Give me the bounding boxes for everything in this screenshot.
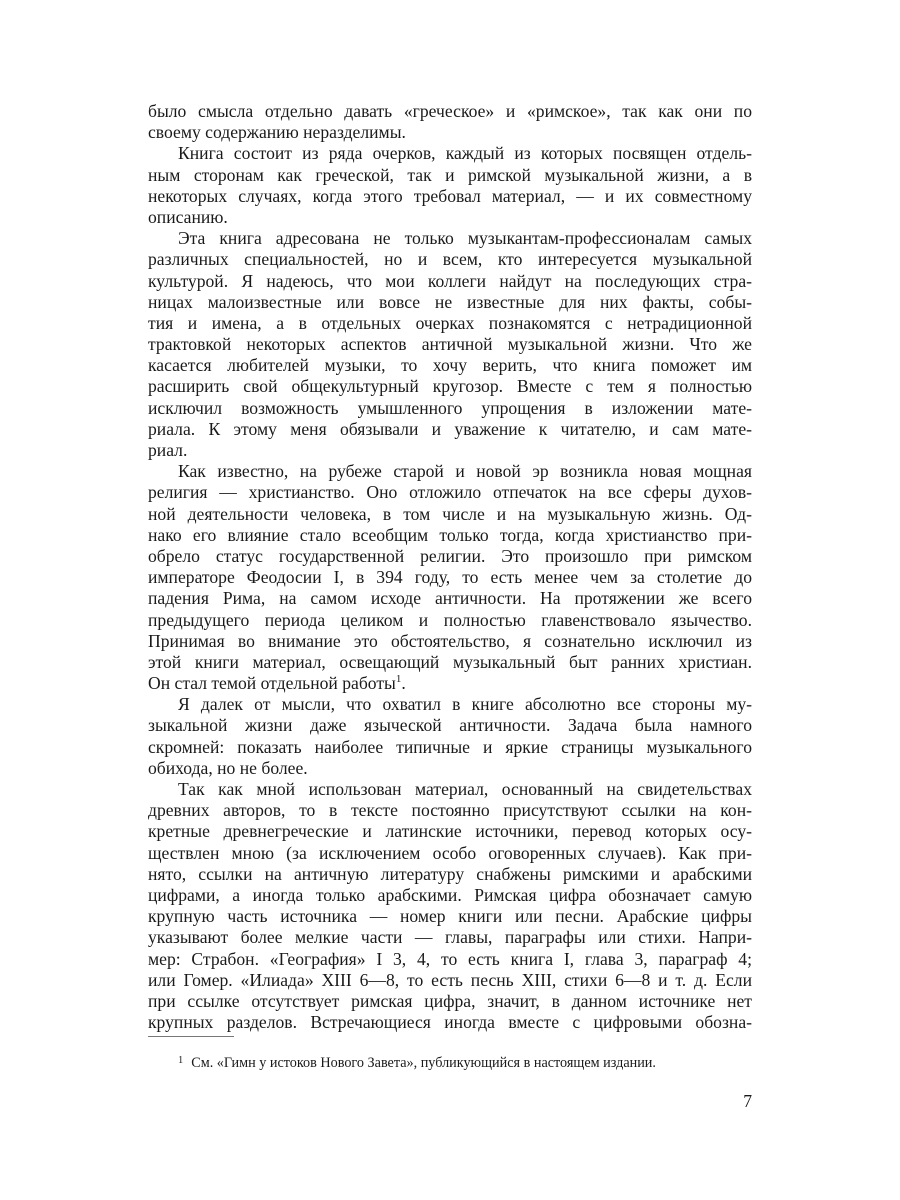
text-line-content: или Гомер. «Илиада» XIII 6—8, то есть песнь XIII, стихи 6—8 и т. д. Если (148, 969, 752, 990)
text-line-content: некоторых случаях, когда этого требовал материал, — и их совместному (148, 185, 752, 206)
text-line (148, 271, 752, 292)
text-line (148, 843, 752, 864)
text-line (148, 419, 752, 440)
text-line-content: указывают более мелкие части — главы, параграфы или стихи. Напри- (148, 927, 752, 948)
text-line (148, 949, 752, 970)
text-line (148, 461, 752, 482)
text-line-content: религия — христианство. Оно отложило отпечаток на все сферы духов- (148, 482, 752, 503)
text-line (148, 567, 752, 588)
text-line-content: Так как мной использован материал, основанный на свидетельствах (178, 779, 752, 799)
text-line (148, 673, 752, 694)
text-line (148, 143, 752, 164)
text-line (148, 821, 752, 842)
text-line-content: ным сторонам как греческой, так и римской музыкальной жизни, а в (148, 164, 752, 185)
text-line (148, 885, 752, 906)
text-line-content: при ссылке отсутствует римская цифра, значит, в данном источнике нет (148, 990, 752, 1011)
text-line (148, 207, 752, 228)
text-line (148, 1012, 752, 1033)
text-line (148, 398, 752, 419)
text-line (148, 800, 752, 821)
text-line-content: своему содержанию неразделимы. (148, 122, 406, 143)
text-line (148, 737, 752, 758)
text-line-content: культурой. Я надеюсь, что мои коллеги найдут на последующих стра- (148, 270, 752, 291)
text-line-content: ницах малоизвестные или вовсе не известные для них факты, собы- (148, 291, 752, 312)
text-line (148, 631, 752, 652)
text-line-content: цифрами, а иногда только арабскими. Римская цифра обозначает самую (148, 884, 752, 905)
text-line-tail: . (401, 673, 406, 694)
text-line-content: падения Рима, на самом исходе античности. На протяжении же всего (148, 588, 752, 609)
text-line-content: ной деятельности человека, в том числе и на музыкальную жизнь. Од- (148, 503, 752, 524)
text-line (148, 482, 752, 503)
footnote-text: См. «Гимн у истоков Нового Завета», публикующийся в настоящем издании. (191, 1055, 656, 1071)
text-line-content: Эта книга адресована не только музыкантам-профессионалам самых (178, 228, 752, 249)
text-line (148, 249, 752, 270)
text-line-content: крупных разделов. Встречающиеся иногда вместе с цифровыми обозна- (148, 1012, 752, 1033)
text-line-content: описанию. (148, 206, 228, 227)
footnote-number: 1 (178, 1055, 184, 1066)
text-line-content: этой книги материал, освещающий музыкальный быт ранних христиан. (148, 651, 752, 672)
text-line-content: императоре Феодосии I, в 394 году, то есть менее чем за столетие до (148, 567, 752, 588)
text-line-content: ществлен мною (за исключением особо оговоренных случаев). Как при- (148, 842, 752, 863)
text-line (148, 313, 752, 334)
text-line-content: было смысла отдельно давать «греческое» и «римское», так как они по (148, 101, 752, 121)
text-line-content: нако его влияние стало всеобщим только тогда, когда христианство при- (148, 524, 752, 545)
text-line-content: скромней: показать наиболее типичные и яркие страницы музыкального (148, 736, 752, 757)
text-line-content: риала. К этому меня обязывали и уважение к читателю, и сам мате- (148, 418, 752, 439)
text-line-content: Он стал темой отдельной работы (148, 673, 396, 694)
text-line-content: кретные древнегреческие и латинские источники, перевод которых осу- (148, 821, 752, 842)
text-line (148, 715, 752, 736)
text-line (148, 610, 752, 631)
text-line (148, 906, 752, 927)
text-line (148, 292, 752, 313)
text-line (148, 504, 752, 525)
text-line (148, 991, 752, 1012)
footnote-reference[interactable]: 1 (395, 673, 402, 686)
text-line (148, 101, 752, 122)
text-line (148, 376, 752, 397)
text-line (148, 334, 752, 355)
text-line (148, 165, 752, 186)
text-line-content: тия и имена, а в отдельных очерках познакомятся с нетрадиционной (148, 312, 752, 333)
text-line-content: Как известно, на рубеже старой и новой эр возникла новая мощная (178, 461, 752, 482)
text-line (148, 525, 752, 546)
text-line (148, 864, 752, 885)
text-line (148, 927, 752, 948)
text-line (148, 440, 752, 461)
text-line-content: различных специальностей, но и всем, кто интересуется музыкальной (148, 249, 752, 270)
text-line-content: риал. (148, 440, 188, 460)
text-line-content: исключил возможность умышленного упрощения в изложении мате- (148, 397, 752, 418)
text-line-content: Я далек от мысли, что охватил в книге абсолютно все стороны му- (178, 694, 752, 715)
text-line-content: зыкальной жизни даже языческой античности. Задача была намного (148, 715, 752, 736)
text-line (148, 228, 752, 249)
text-line (148, 186, 752, 207)
text-line-content: древних авторов, то в тексте постоянно присутствуют ссылки на кон- (148, 800, 752, 821)
page-number: 7 (743, 1091, 752, 1111)
body-text (148, 101, 752, 1033)
text-line (148, 970, 752, 991)
text-line (148, 355, 752, 376)
footnote-divider (148, 1036, 234, 1037)
text-line-content: Принимая во внимание это обстоятельство, я сознательно исключил из (148, 630, 752, 651)
text-line (148, 652, 752, 673)
text-line (148, 758, 752, 779)
text-line-content: касается любителей музыки, то хочу верить, что книга поможет им (148, 355, 752, 376)
text-line-content: нято, ссылки на античную литературу снабжены римскими и арабскими (148, 863, 752, 884)
text-line (148, 779, 752, 800)
footnote (178, 1052, 752, 1072)
text-line (148, 122, 752, 143)
text-line-content: обрело статус государственной религии. Это произошло при римском (148, 545, 752, 566)
text-line-content: расширить свой общекультурный кругозор. Вместе с тем я полностью (148, 376, 752, 397)
text-line (148, 588, 752, 609)
text-line-content: мер: Страбон. «География» I 3, 4, то есть книга I, глава 3, параграф 4; (148, 948, 752, 969)
text-line (148, 694, 752, 715)
text-line-content: предыдущего периода целиком и полностью главенствовало язычество. (148, 609, 752, 630)
text-line-content: крупную часть источника — номер книги или песни. Арабские цифры (148, 906, 752, 927)
text-line-content: обихода, но не более. (148, 757, 308, 778)
text-line (148, 546, 752, 567)
text-line-content: Книга состоит из ряда очерков, каждый из которых посвящен отдель- (178, 143, 752, 164)
text-line-content: трактовкой некоторых аспектов античной музыкальной жизни. Что же (148, 334, 752, 355)
